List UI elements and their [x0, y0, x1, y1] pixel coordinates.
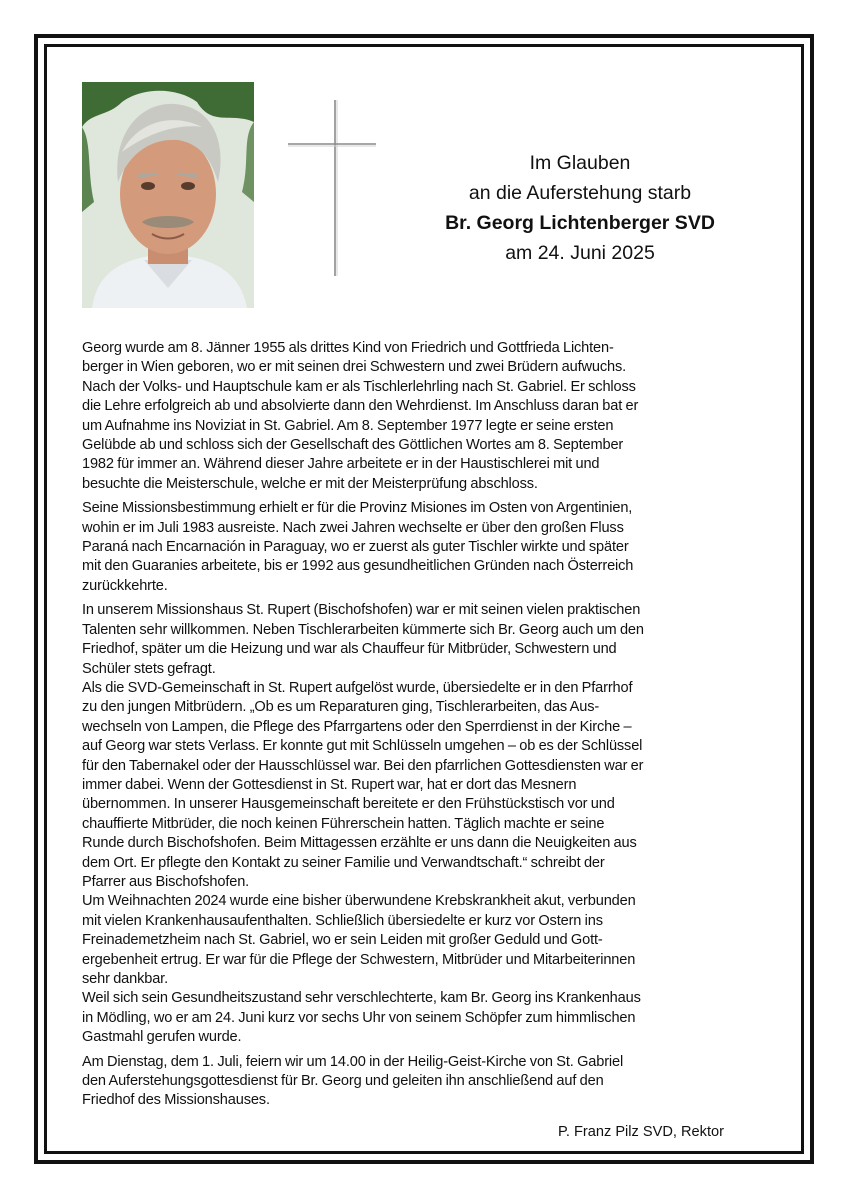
text-line: Pfarrer aus Bischofshofen. — [82, 873, 250, 890]
text-line: dem Ort. Er pflegte den Kontakt zu seiner Familie und Verwandtschaft.“ schreibt der — [82, 854, 605, 871]
text-line: chauffierte Mitbrüder, die noch keinen Führerschein hatten. Täglich machte er seine — [82, 815, 605, 832]
text-line: mit den Guaranies arbeitete, bis er 1992 aus gesundheitlichen Gründen nach Österreich — [82, 558, 634, 575]
text-line: Runde durch Bischofshofen. Beim Mittagessen erzählte er uns dann die Neuigkeiten aus — [82, 835, 637, 852]
text-line: Gastmahl gerufen wurde. — [82, 1029, 242, 1046]
text-line: in Mödling, wo er am 24. Juni kurz vor sechs Uhr von seinem Schöpfer zum himmlischen — [82, 1009, 636, 1026]
text-line: Um Weihnachten 2024 wurde eine bisher überwundene Krebskrankheit akut, verbunden — [82, 893, 636, 910]
text-line: mit vielen Krankenhausaufenthalten. Schließlich übersiedelte er kurz vor Ostern ins — [82, 912, 603, 929]
text-line: Weil sich sein Gesundheitszustand sehr verschlechterte, kam Br. Georg ins Krankenhaus — [82, 990, 641, 1007]
obituary-text — [82, 339, 772, 1111]
text-line: zu den jungen Mitbrüdern. „Ob es um Reparaturen ging, Tischlerarbeiten, das Aus- — [82, 699, 600, 716]
text-line: Am Dienstag, dem 1. Juli, feiern wir um 14.00 in der Heilig-Geist-Kirche von St. Gabriel — [82, 1053, 624, 1070]
text-line: Seine Missionsbestimmung erhielt er für die Provinz Misiones im Osten von Argentinien, — [82, 500, 633, 517]
text-line: die Lehre erfolgreich ab und absolvierte dann den Wehrdienst. Im Anschluss daran bat er — [82, 398, 639, 415]
portrait-photo — [82, 82, 254, 308]
text-line: immer dabei. Wenn der Gottesdienst in St. Rupert war, hat er dort das Mesnern — [82, 776, 577, 793]
text-line: auf Georg war stets Verlass. Er konnte gut mit Schlüsseln umgehen – ob es der Schlüssel — [82, 738, 643, 755]
text-line: Schüler stets gefragt. — [82, 660, 216, 677]
text-line: berger in Wien geboren, wo er mit seinen drei Schwestern und zwei Brüdern aufwuchs. — [82, 359, 627, 376]
text-line: Friedhof, später um die Heizung und war als Chauffeur für Mitbrüder, Schwestern und — [82, 641, 617, 658]
text-line: für den Tabernakel oder der Hausschlüssel war. Bei den pfarrlichen Gottesdiensten war er — [82, 757, 644, 774]
text-line: Gelübde ab und schloss sich der Gesellschaft des Göttlichen Wortes am 8. September — [82, 437, 624, 454]
date-of-death: am 24. Juni 2025 — [505, 242, 655, 264]
text-line: Freinademetzheim nach St. Gabriel, wo er sein Leiden mit großer Geduld und Gott- — [82, 932, 603, 949]
text-line: um Aufnahme ins Noviziat in St. Gabriel. Am 8. September 1977 legte er seine ersten — [82, 417, 614, 434]
text-line: ergebenheit ertrug. Er war für die Pflege der Schwestern, Mitbrüder und Mitarbeiterinnen — [82, 951, 636, 968]
text-line: besuchte die Meisterschule, welche er mit der Meisterprüfung abschloss. — [82, 475, 538, 492]
text-line: Friedhof des Missionshauses. — [82, 1092, 270, 1109]
deceased-name: Br. Georg Lichtenberger SVD — [445, 212, 715, 234]
text-line: zurückkehrte. — [82, 577, 168, 594]
text-line: wohin er im Juli 1983 ausreiste. Nach zwei Jahren wechselte er über den großen Fluss — [82, 519, 624, 536]
text-line: Paraná nach Encarnación in Paraguay, wo er zuerst als guter Tischler wirkte und später — [82, 539, 629, 556]
text-line: Talenten sehr willkommen. Neben Tischlerarbeiten kümmerte sich Br. Georg auch um den — [82, 621, 644, 638]
death-announcement-heading — [400, 148, 760, 268]
heading-line-2: an die Auferstehung starb — [468, 182, 692, 204]
text-line: wechseln von Lampen, die Pflege des Pfarrgartens oder den Sperrdienst in der Kirche – — [82, 718, 632, 735]
text-line: In unserem Missionshaus St. Rupert (Bischofshofen) war er mit seinen vielen praktischen — [82, 602, 641, 619]
text-line: Als die SVD-Gemeinschaft in St. Rupert aufgelöst wurde, übersiedelte er in den Pfarrhof — [82, 679, 633, 696]
text-line: 1982 für immer an. Während dieser Jahre arbeitete er in der Haustischlerei mit und — [82, 456, 600, 473]
text-line: den Auferstehungsgottesdienst für Br. Georg und geleiten ihn anschließend auf den — [82, 1073, 604, 1090]
text-line: sehr dankbar. — [82, 971, 168, 987]
signature: P. Franz Pilz SVD, Rektor — [558, 1124, 724, 1140]
text-line: Nach der Volks- und Hauptschule kam er als Tischlerlehrling nach St. Gabriel. Er schloss — [82, 378, 636, 395]
text-line: übernommen. In unserer Hausgemeinschaft bereitete er den Frühstückstisch vor und — [82, 796, 615, 813]
text-line: Georg wurde am 8. Jänner 1955 als drittes Kind von Friedrich und Gottfrieda Lichten- — [82, 340, 614, 356]
heading-line-1: Im Glauben — [529, 152, 631, 174]
latin-cross-icon — [286, 98, 378, 278]
